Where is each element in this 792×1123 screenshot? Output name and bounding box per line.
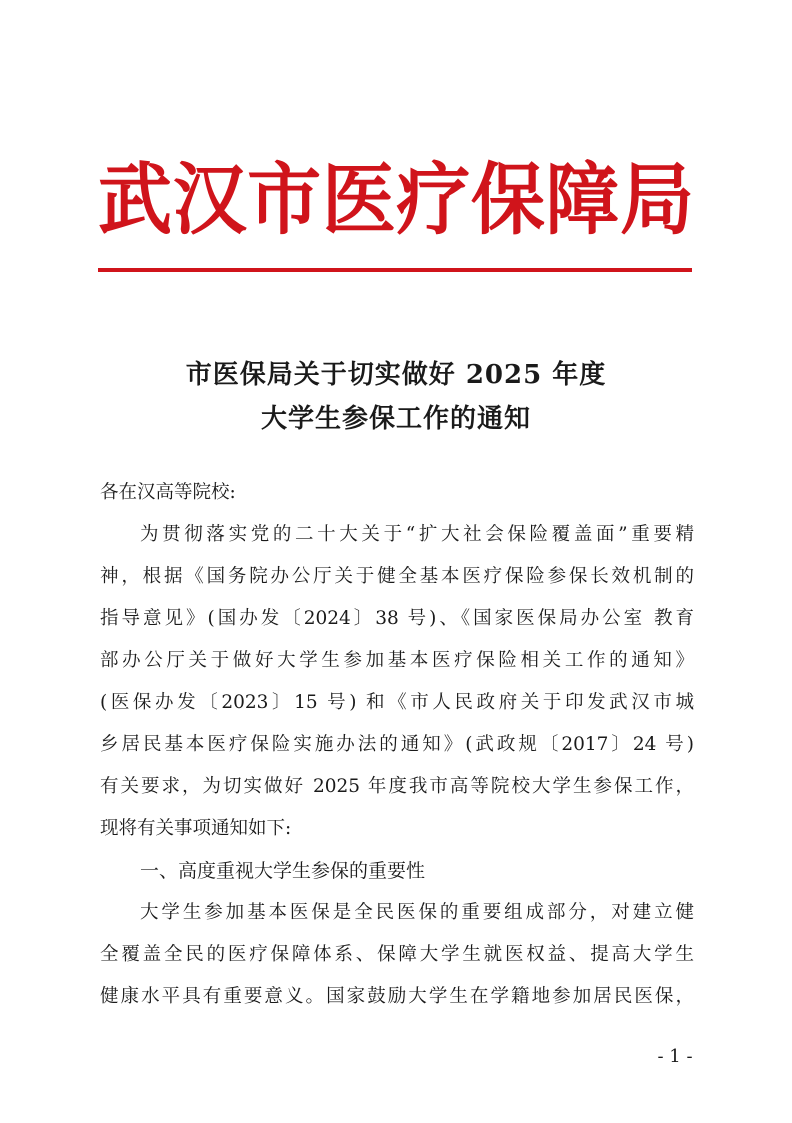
masthead-char: 武: [98, 154, 172, 246]
masthead-char: 局: [619, 154, 694, 246]
masthead-char: 市: [247, 154, 322, 246]
document-title-line-2: 大学生参保工作的通知: [260, 404, 531, 434]
masthead-divider: [98, 268, 692, 272]
section-heading: 一、高度重视大学生参保的重要性: [140, 860, 426, 882]
paragraph-line: 指导意见》(国办发〔2024〕38 号)、《国家医保局办公室 教育: [100, 608, 694, 629]
salutation: 各在汉高等院校:: [100, 482, 236, 503]
paragraph-line: 为贯彻落实党的二十大关于“扩大社会保险覆盖面”重要精: [140, 524, 694, 545]
paragraph-line: (医保办发〔2023〕15 号) 和《市人民政府关于印发武汉市城: [100, 692, 694, 713]
paragraph-line: 健康水平具有重要意义。国家鼓励大学生在学籍地参加居民医保，: [100, 986, 694, 1007]
masthead-char: 医: [321, 154, 396, 246]
document-title-line-1: 市医保局关于切实做好 2025 年度: [185, 360, 607, 390]
paragraph-line: 大学生参加基本医保是全民医保的重要组成部分，对建立健: [140, 902, 694, 923]
paragraph-line: 全覆盖全民的医疗保障体系、保障大学生就医权益、提高大学生: [100, 944, 694, 965]
paragraph-line: 乡居民基本医疗保险实施办法的通知》(武政规〔2017〕24 号): [100, 734, 694, 755]
paragraph-line: 神，根据《国务院办公厅关于健全基本医疗保险参保长效机制的: [100, 566, 694, 587]
page-number: - 1 -: [657, 1046, 693, 1067]
masthead-char: 疗: [396, 154, 471, 246]
masthead-char: 汉: [172, 154, 247, 246]
paragraph-line: 部办公厅关于做好大学生参加基本医疗保险相关工作的通知》: [100, 650, 694, 671]
paragraph-line: 现将有关事项通知如下:: [100, 818, 292, 839]
paragraph-line: 有关要求，为切实做好 2025 年度我市高等院校大学生参保工作，: [100, 776, 694, 797]
masthead-org-name: [98, 150, 694, 250]
masthead-char: 保: [470, 154, 545, 246]
masthead-char: 障: [545, 154, 620, 246]
